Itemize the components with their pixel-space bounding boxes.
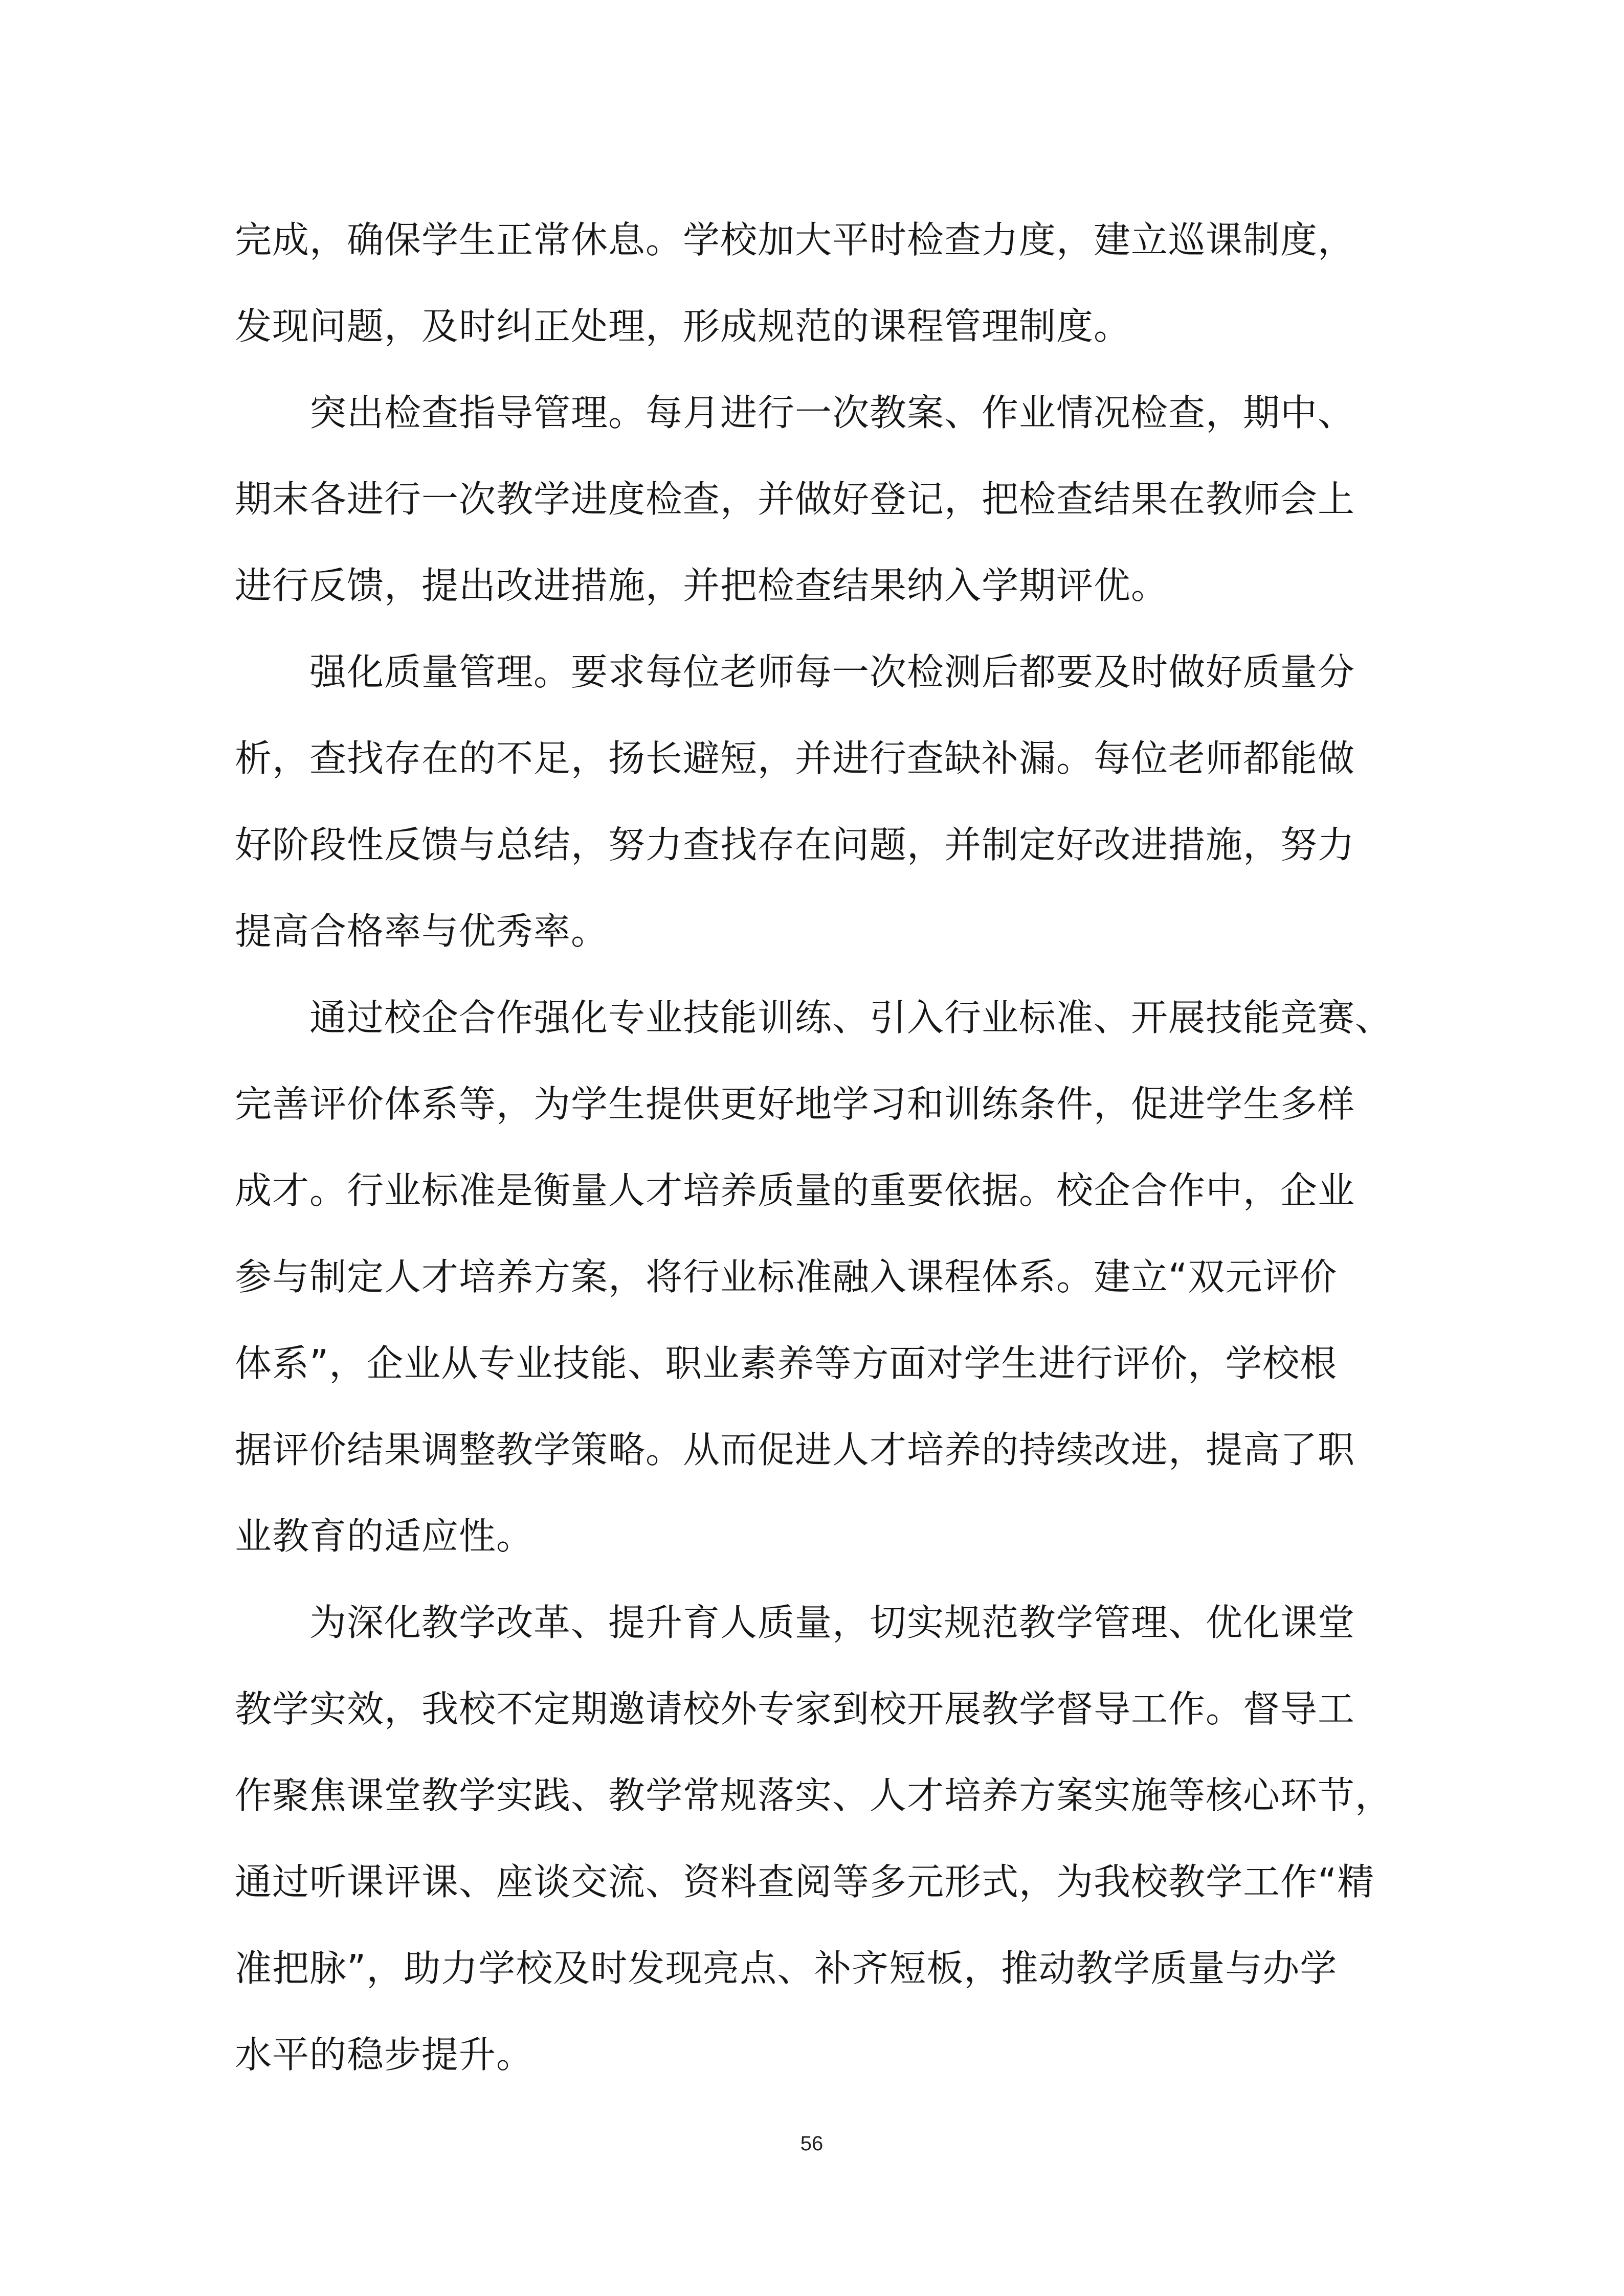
text-line: 参与制定人才培养方案，将行业标准融入课程体系。建立“双元评价	[235, 1255, 1338, 1298]
text-line: 完善评价体系等，为学生提供更好地学习和训练条件，促进学生多样	[235, 1083, 1355, 1126]
text-line: 教学实效，我校不定期邀请校外专家到校开展教学督导工作。督导工	[235, 1687, 1355, 1730]
paragraph	[235, 1580, 1406, 2098]
text-line: 通过听课评课、座谈交流、资料查阅等多元形式，为我校教学工作“精	[235, 1860, 1375, 1903]
paragraph	[235, 197, 1406, 370]
text-line: 发现问题，及时纠正处理，形成规范的课程管理制度。	[235, 305, 1131, 348]
text-line: 进行反馈，提出改进措施，并把检查结果纳入学期评优。	[235, 564, 1169, 607]
paragraph	[235, 370, 1406, 629]
text-line: 水平的稳步提升。	[235, 2033, 534, 2076]
body-text	[235, 197, 1406, 2098]
paragraph	[235, 975, 1406, 1580]
text-line: 完成，确保学生正常休息。学校加大平时检查力度，建立巡课制度，	[235, 218, 1355, 261]
text-line: 作聚焦课堂教学实践、教学常规落实、人才培养方案实施等核心环节，	[235, 1774, 1393, 1817]
text-line: 突出检查指导管理。每月进行一次教案、作业情况检查，期中、	[309, 391, 1355, 434]
text-line: 析，查找存在的不足，扬长避短，并进行查缺补漏。每位老师都能做	[235, 737, 1355, 780]
page-number: 56	[800, 2132, 824, 2155]
paragraph	[235, 629, 1406, 975]
text-line: 业教育的适应性。	[235, 1515, 534, 1558]
text-line: 通过校企合作强化专业技能训练、引入行业标准、开展技能竞赛、	[309, 996, 1393, 1039]
text-line: 为深化教学改革、提升育人质量，切实规范教学管理、优化课堂	[309, 1601, 1355, 1644]
text-line: 期末各进行一次教学进度检查，并做好登记，把检查结果在教师会上	[235, 478, 1355, 521]
text-line: 准把脉”，助力学校及时发现亮点、补齐短板，推动教学质量与办学	[235, 1947, 1338, 1990]
text-line: 好阶段性反馈与总结，努力查找存在问题，并制定好改进措施，努力	[235, 823, 1355, 866]
text-line: 体系”，企业从专业技能、职业素养等方面对学生进行评价，学校根	[235, 1342, 1338, 1385]
text-line: 强化质量管理。要求每位老师每一次检测后都要及时做好质量分	[309, 650, 1355, 693]
text-line: 提高合格率与优秀率。	[235, 910, 609, 953]
text-line: 据评价结果调整教学策略。从而促进人才培养的持续改进，提高了职	[235, 1428, 1355, 1471]
text-line: 成才。行业标准是衡量人才培养质量的重要依据。校企合作中，企业	[235, 1169, 1355, 1212]
